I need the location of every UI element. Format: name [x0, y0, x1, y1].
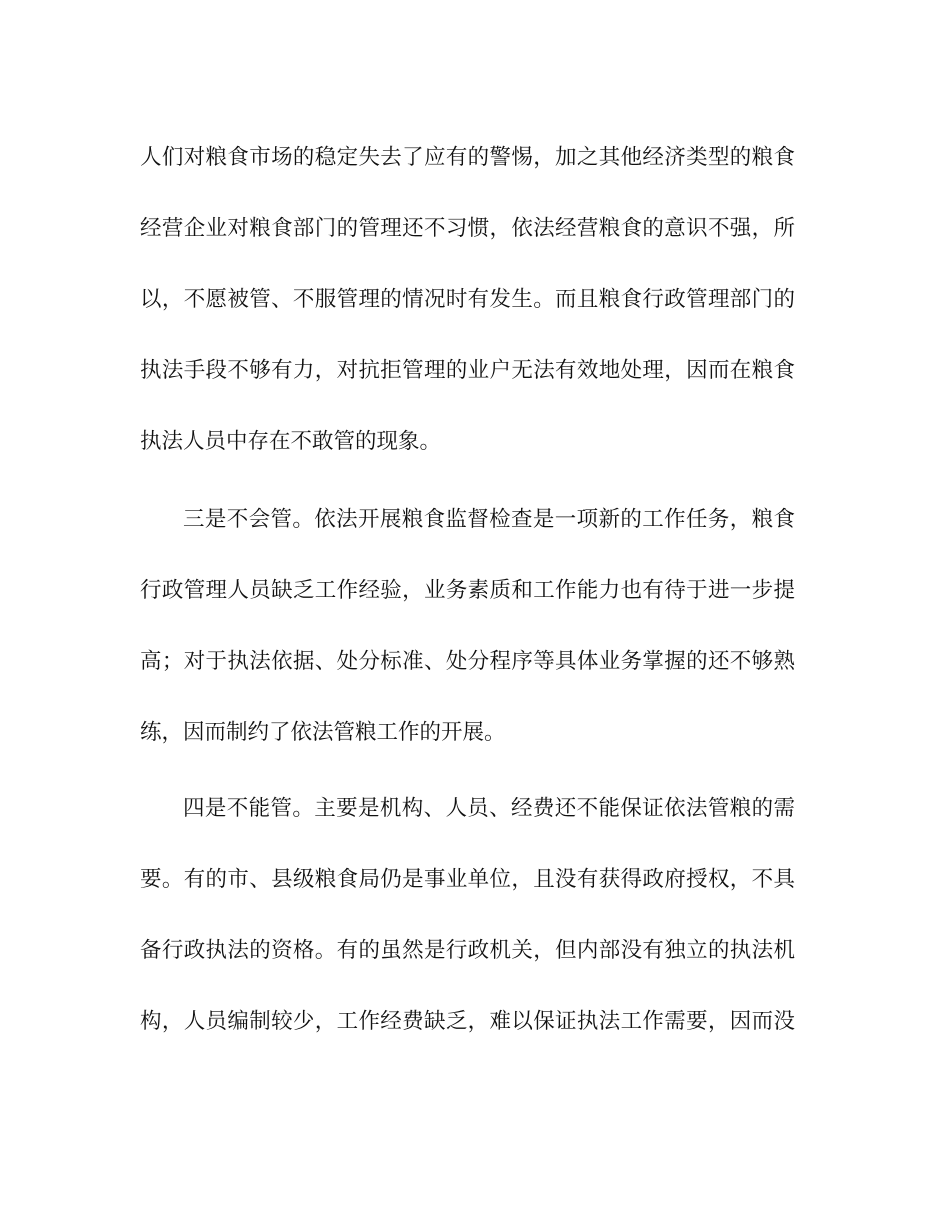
paragraph-line: 备行政执法的资格。有的虽然是行政机关，但内部没有独立的执法机: [140, 938, 795, 963]
paragraph-line: 行政管理人员缺乏工作经验，业务素质和工作能力也有待于进一步提: [140, 578, 795, 603]
paragraph-line: 练，因而制约了依法管粮工作的开展。: [140, 720, 506, 745]
paragraph-line: 构，人员编制较少，工作经费缺乏，难以保证执法工作需要，因而没: [140, 1009, 795, 1034]
paragraph-line: 三是不会管。依法开展粮食监督检查是一项新的工作任务，粮食: [183, 507, 795, 532]
paragraph-line: 以，不愿被管、不服管理的情况时有发生。而且粮食行政管理部门的: [140, 287, 795, 312]
paragraph-line: 人们对粮食市场的稳定失去了应有的警惕，加之其他经济类型的粮食: [140, 145, 795, 170]
paragraph-line: 经营企业对粮食部门的管理还不习惯，依法经营粮食的意识不强，所: [140, 216, 795, 241]
paragraph-line: 四是不能管。主要是机构、人员、经费还不能保证依法管粮的需: [183, 796, 795, 821]
paragraph-line: 要。有的市、县级粮食局仍是事业单位，且没有获得政府授权，不具: [140, 867, 795, 892]
paragraph-line: 执法手段不够有力，对抗拒管理的业户无法有效地处理，因而在粮食: [140, 358, 795, 383]
paragraph-line: 高；对于执法依据、处分标准、处分程序等具体业务掌握的还不够熟: [140, 649, 795, 674]
paragraph-line: 执法人员中存在不敢管的现象。: [140, 429, 442, 454]
